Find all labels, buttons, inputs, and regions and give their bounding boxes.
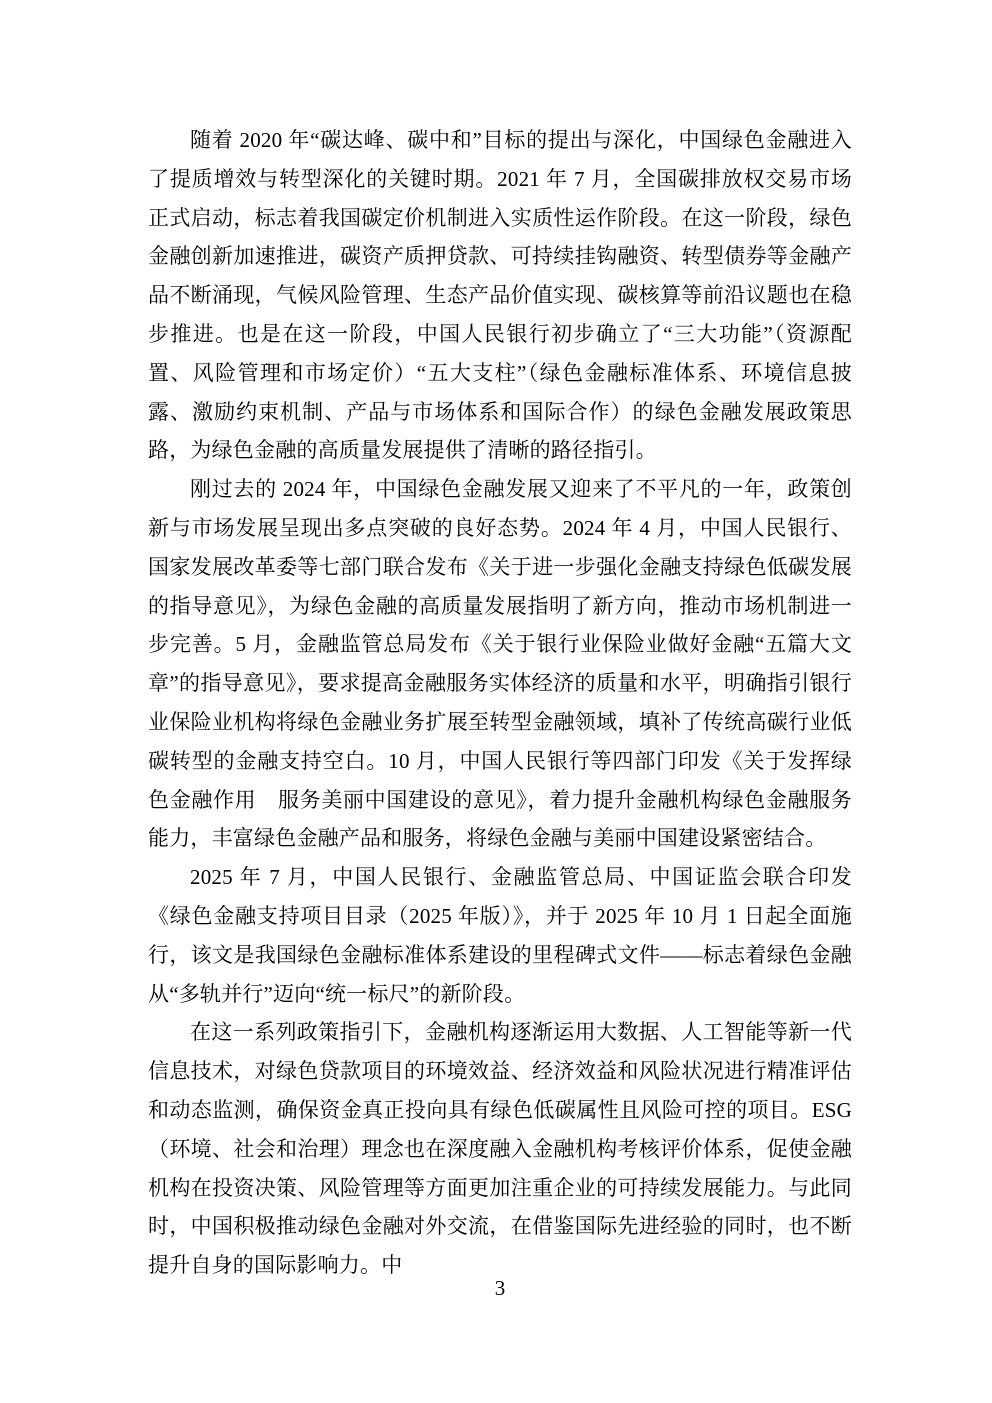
- page-footer: [148, 1269, 852, 1308]
- document-body: [148, 121, 852, 1285]
- paragraph-2: 刚过去的 2024 年，中国绿色金融发展又迎来了不平凡的一年，政策创新与市场发展呈现出多点突破的良好态势。2024 年 4 月，中国人民银行、国家发展改革委等七部门联合发布《关于进一步强化金融支持绿色低碳发展的指导意见》，为绿色金融的高质量发展指明了新方向，推动市场机制进一步完善。5 月，金融监管总局发布《关于银行业保险业做好金融“五篇大文章”的指导意见》，要求提高金融服务实体经济的质量和水平，明确指引银行业保险业机构将绿色金融业务扩展至转型金融领域，填补了传统高碳行业低碳转型的金融支持空白。10 月，中国人民银行等四部门印发《关于发挥绿色金融作用 服务美丽中国建设的意见》，着力提升金融机构绿色金融服务能力，丰富绿色金融产品和服务，将绿色金融与美丽中国建设紧密结合。: [148, 477, 852, 851]
- paragraph-4: 在这一系列政策指引下，金融机构逐渐运用大数据、人工智能等新一代信息技术，对绿色贷款项目的环境效益、经济效益和风险状况进行精准评估和动态监测，确保资金真正投向具有绿色低碳属性且风险可控的项目。ESG（环境、社会和治理）理念也在深度融入金融机构考核评价体系，促使金融机构在投资决策、风险管理等方面更加注重企业的可持续发展能力。与此同时，中国积极推动绿色金融对外交流，在借鉴国际先进经验的同时，也不断提升自身的国际影响力。中: [148, 1020, 852, 1278]
- paragraph-3: 2025 年 7 月，中国人民银行、金融监管总局、中国证监会联合印发《绿色金融支持项目目录（2025 年版）》，并于 2025 年 10 月 1 日起全面施行，该文是我国绿色金融标准体系建设的里程碑式文件——标志着绿色金融从“多轨并行”迈向“统一标尺”的新阶段。: [148, 865, 852, 1006]
- page-number: 3: [494, 1276, 506, 1300]
- paragraph-1: 随着 2020 年“碳达峰、碳中和”目标的提出与深化，中国绿色金融进入了提质增效与转型深化的关键时期。2021 年 7 月，全国碳排放权交易市场正式启动，标志着我国碳定价机制进入实质性运作阶段。在这一阶段，绿色金融创新加速推进，碳资产质押贷款、可持续挂钩融资、转型债券等金融产品不断涌现，气候风险管理、生态产品价值实现、碳核算等前沿议题也在稳步推进。也是在这一阶段，中国人民银行初步确立了“三大功能”（资源配置、风险管理和市场定价）“五大支柱”（绿色金融标准体系、环境信息披露、激励约束机制、产品与市场体系和国际合作）的绿色金融发展政策思路，为绿色金融的高质量发展提供了清晰的路径指引。: [148, 128, 852, 463]
